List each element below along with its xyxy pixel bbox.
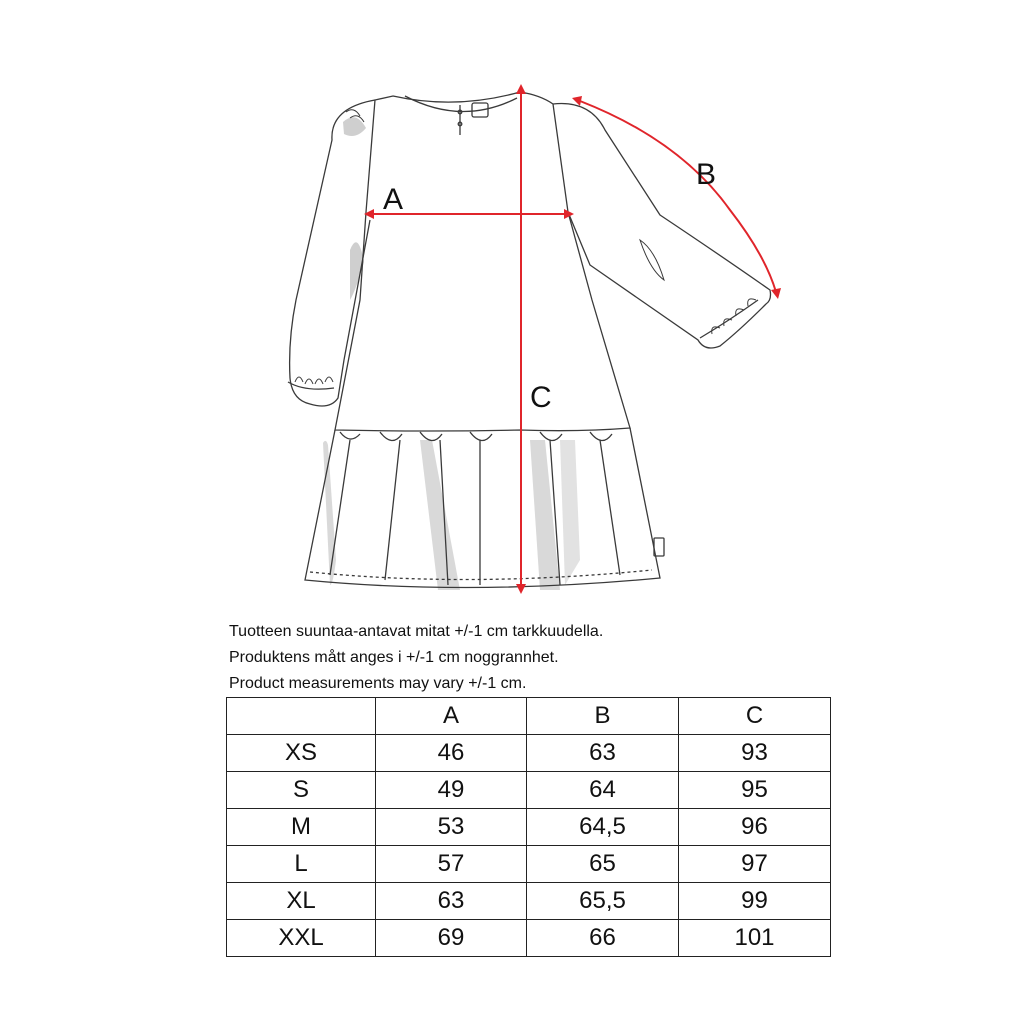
value-cell: 66: [527, 920, 679, 957]
value-cell: 64: [527, 772, 679, 809]
value-cell: 53: [376, 809, 527, 846]
measurement-notes: [229, 619, 603, 697]
size-cell: L: [227, 846, 376, 883]
value-cell: 101: [679, 920, 831, 957]
note-swedish: Produktens mått anges i +/-1 cm noggrannhet.: [229, 649, 559, 666]
header-cell: A: [376, 698, 527, 735]
value-cell: 57: [376, 846, 527, 883]
table-header-row: [227, 698, 831, 735]
size-chart-table: [226, 697, 831, 957]
value-cell: 96: [679, 809, 831, 846]
header-cell: C: [679, 698, 831, 735]
header-cell: B: [527, 698, 679, 735]
size-cell: M: [227, 809, 376, 846]
value-cell: 46: [376, 735, 527, 772]
table-row: [227, 920, 831, 957]
table-row: [227, 846, 831, 883]
measure-line-b: [580, 101, 776, 292]
measure-arrow-c-bottom: [516, 584, 526, 594]
value-cell: 97: [679, 846, 831, 883]
measure-label-a: A: [383, 183, 404, 216]
table-row: [227, 883, 831, 920]
header-cell: [227, 698, 376, 735]
value-cell: 64,5: [527, 809, 679, 846]
value-cell: 95: [679, 772, 831, 809]
value-cell: 65,5: [527, 883, 679, 920]
size-cell: S: [227, 772, 376, 809]
measure-arrow-c-top: [516, 84, 526, 94]
table-row: [227, 772, 831, 809]
dress-shading: [323, 117, 580, 590]
value-cell: 65: [527, 846, 679, 883]
note-finnish: Tuotteen suuntaa-antavat mitat +/-1 cm tarkkuudella.: [229, 623, 604, 640]
size-cell: XXL: [227, 920, 376, 957]
value-cell: 99: [679, 883, 831, 920]
table-row: [227, 809, 831, 846]
table-row: [227, 735, 831, 772]
value-cell: 93: [679, 735, 831, 772]
value-cell: 63: [376, 883, 527, 920]
value-cell: 69: [376, 920, 527, 957]
size-cell: XL: [227, 883, 376, 920]
measure-label-b: B: [696, 158, 717, 191]
value-cell: 49: [376, 772, 527, 809]
size-cell: XS: [227, 735, 376, 772]
note-english: Product measurements may vary +/-1 cm.: [229, 675, 527, 692]
measure-arrow-b-end: [771, 288, 781, 299]
measure-label-c: C: [530, 381, 552, 414]
value-cell: 63: [527, 735, 679, 772]
